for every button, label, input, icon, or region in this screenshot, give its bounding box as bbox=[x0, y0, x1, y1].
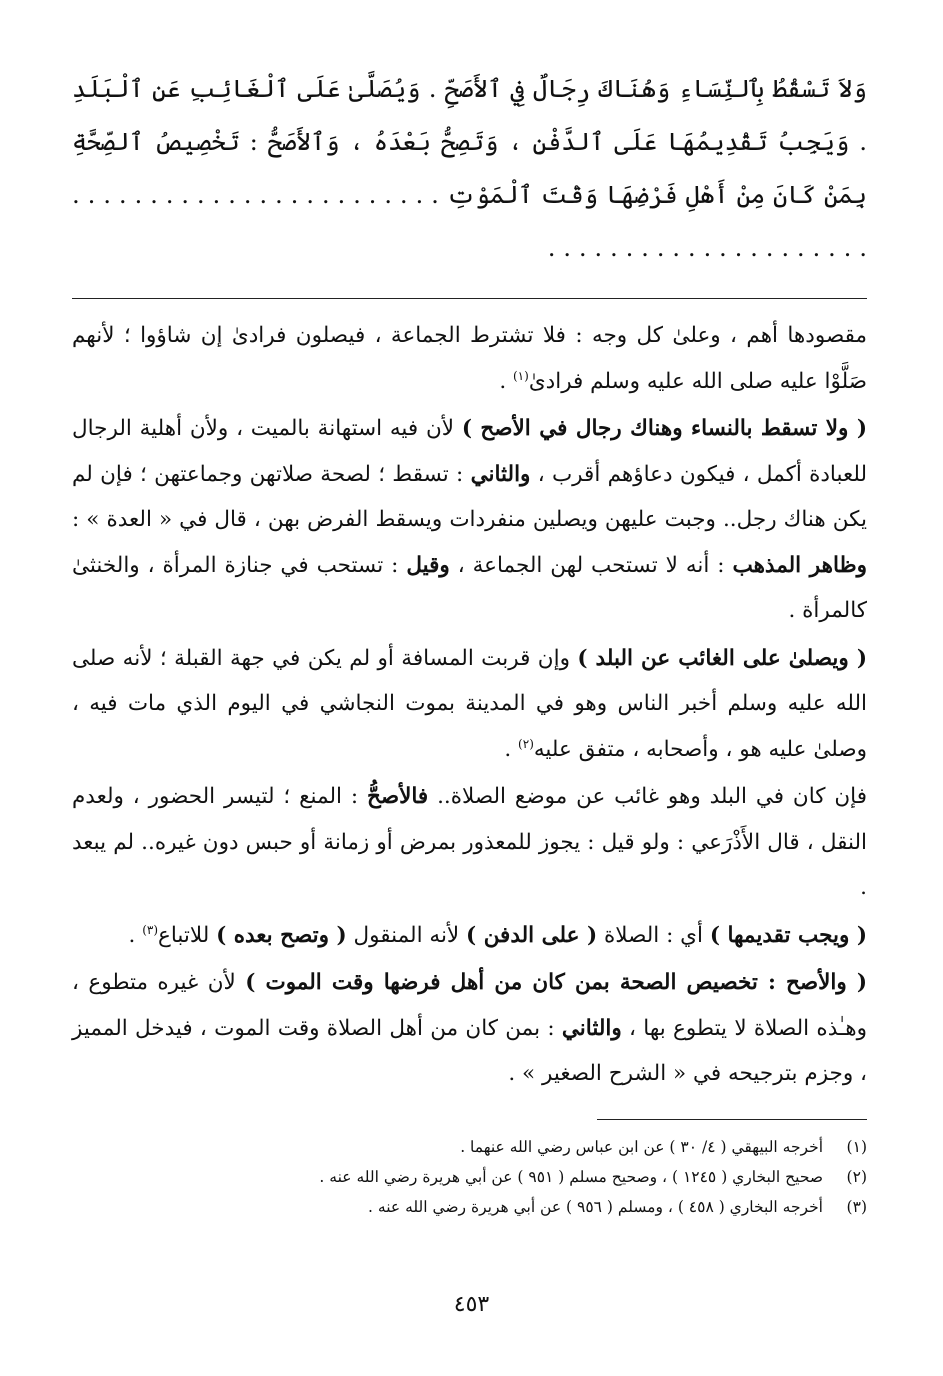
sharh-paragraph-4 bbox=[72, 774, 867, 911]
sharh-commentary bbox=[72, 313, 867, 1097]
matn-text bbox=[72, 62, 867, 274]
footnote-3 bbox=[72, 1192, 867, 1222]
sharh-paragraph-6 bbox=[72, 960, 867, 1097]
matn-line-1: وَلاَ تَسْقُطُ بِٱلنِّسَاءِ وَهُنَاكَ رِجَالٌ فِي ٱلأَصَحِّ . وَيُصَلَّىٰ عَلَى ٱلْغَائِبِ عَنِ ٱلْبَلَدِ . وَيَجِبُ bbox=[72, 74, 867, 156]
footnote-ref-3: (٣) bbox=[142, 922, 159, 937]
matn-quote: ( ويصلىٰ على الغائب عن البلد ) bbox=[577, 645, 867, 671]
term-bold: وظاهر المذهب bbox=[732, 552, 867, 578]
sharh-paragraph-1 bbox=[72, 313, 867, 404]
footnote-number: (٢) bbox=[846, 1167, 867, 1186]
sharh-text: للاتباع bbox=[158, 922, 217, 948]
page-number: ٤٥٣ bbox=[453, 1292, 490, 1317]
footnote-1 bbox=[72, 1132, 867, 1162]
sharh-text: : المنع ؛ لتيسر الحضور ، ولعدم النقل ، قال الأَذْرَعي : ولو قيل : يجوز للمعذور بمرض أو زمانة أو حبس دون غيره.. لم يبعد . bbox=[72, 784, 867, 900]
footnote-text: أخرجه البيهقي ( ٤/ ٣٠ ) عن ابن عباس رضي الله عنهما . bbox=[460, 1137, 823, 1156]
footnote-ref-1: (١) bbox=[512, 368, 529, 383]
matn-quote: ( وتصح بعده ) bbox=[216, 922, 347, 948]
matn-quote: ( ولا تسقط بالنساء وهناك رجال في الأصح ) bbox=[461, 416, 867, 441]
matn-line-3: فَرْضِهَا وَقْتَ ٱلْمَوْتِ bbox=[446, 180, 678, 209]
sharh-text: . bbox=[499, 368, 513, 394]
sharh-text: : تستحب في جنازة المرأة ، والخنثىٰ كالمرأة . bbox=[72, 552, 867, 623]
footnote-text: صحيح البخاري ( ١٢٤٥ ) ، وصحيح مسلم ( ٩٥١ ) عن أبي هريرة رضي الله عنه . bbox=[319, 1167, 823, 1186]
footnote-number: (٣) bbox=[846, 1197, 867, 1216]
sharh-text: : أنه لا تستحب لهن الجماعة ، bbox=[449, 552, 733, 578]
sharh-text: وإن قربت المسافة أو لم يكن في جهة القبلة ؛ لأنه صلى الله عليه وسلم أخبر الناس وهو في المدينة بموت النجاشي في اليوم الذي مات فيه ، وصلىٰ عليه هو ، وأصحابه ، متفق عليه bbox=[72, 645, 867, 762]
matn-quote: ( على الدفن ) bbox=[466, 922, 598, 948]
footnote-2 bbox=[72, 1162, 867, 1192]
footnote-text: أخرجه البخاري ( ٤٥٨ ) ، ومسلم ( ٩٥٦ ) عن أبي هريرة رضي الله عنه . bbox=[368, 1197, 823, 1216]
term-bold: فالأصحُّ bbox=[366, 784, 429, 809]
matn-quote: ( ويجب تقديمها ) bbox=[709, 922, 867, 948]
sharh-paragraph-2 bbox=[72, 406, 867, 634]
sharh-text: فإن كان في البلد وهو غائب عن موضع الصلاة.. bbox=[428, 784, 867, 809]
sharh-text: : تسقط ؛ لصحة صلاتهن وجماعتهن ؛ فإن لم يكن هناك رجل.. وجبت عليهن ويصلين منفردات ويسقط الفرض بهن ، قال في « العدة » : bbox=[72, 461, 867, 532]
sharh-text: : بمن كان من أهل الصلاة وقت الموت ، فيدخل المميز ، وجزم بترجيحه في « الشرح الصغير » . bbox=[72, 1015, 867, 1086]
sharh-text: . bbox=[504, 736, 519, 762]
sharh-text: أي : الصلاة bbox=[597, 922, 710, 948]
footnotes bbox=[72, 1132, 867, 1222]
footnote-divider bbox=[597, 1119, 867, 1120]
sharh-paragraph-3 bbox=[72, 636, 867, 773]
sharh-text: لأنه المنقول bbox=[346, 922, 467, 948]
footnote-ref-2: (٢) bbox=[518, 736, 534, 751]
footnote-number: (١) bbox=[846, 1137, 867, 1156]
sharh-text: مقصودها أهم ، وعلىٰ كل وجه : فلا تشترط الجماعة ، فيصلون فرادىٰ إن شاؤوا ؛ لأنهم صَلَّوْا عليه صلى الله عليه وسلم فرادىٰ bbox=[72, 323, 867, 394]
matn-line-2: تَقْدِيمُهَا عَلَى ٱلدَّفْنِ ، وَتَصِحُّ بَعْدَهُ ، وَٱلأَصَحُّ : تَخْصِيصُ ٱلصِّحَّةِ بِمَنْ كَانَ مِنْ أَهْلِ bbox=[72, 127, 867, 209]
term-bold: والثاني bbox=[561, 1015, 622, 1041]
matn-dots: . . . . . . . . . . . . . . . . . . . . . . . . . . . . . . . . . . . . . . . . . . . . . bbox=[72, 180, 867, 262]
sharh-text: . bbox=[128, 922, 143, 948]
matn-quote: ( والأصح : تخصيص الصحة بمن كان من أهل فرضها وقت الموت ) bbox=[245, 970, 867, 995]
term-bold: والثاني bbox=[470, 461, 531, 487]
sharh-text: لأن غيره متطوع ، وهـٰذه الصلاة لا يتطوع بها ، bbox=[72, 970, 868, 1041]
matn-divider bbox=[72, 298, 867, 299]
term-bold: وقيل bbox=[406, 552, 450, 578]
sharh-paragraph-5 bbox=[72, 913, 867, 959]
sharh-text: لأن فيه استهانة بالميت ، ولأن أهلية الرجال للعبادة أكمل ، فيكون دعاؤهم أقرب ، bbox=[72, 416, 867, 487]
